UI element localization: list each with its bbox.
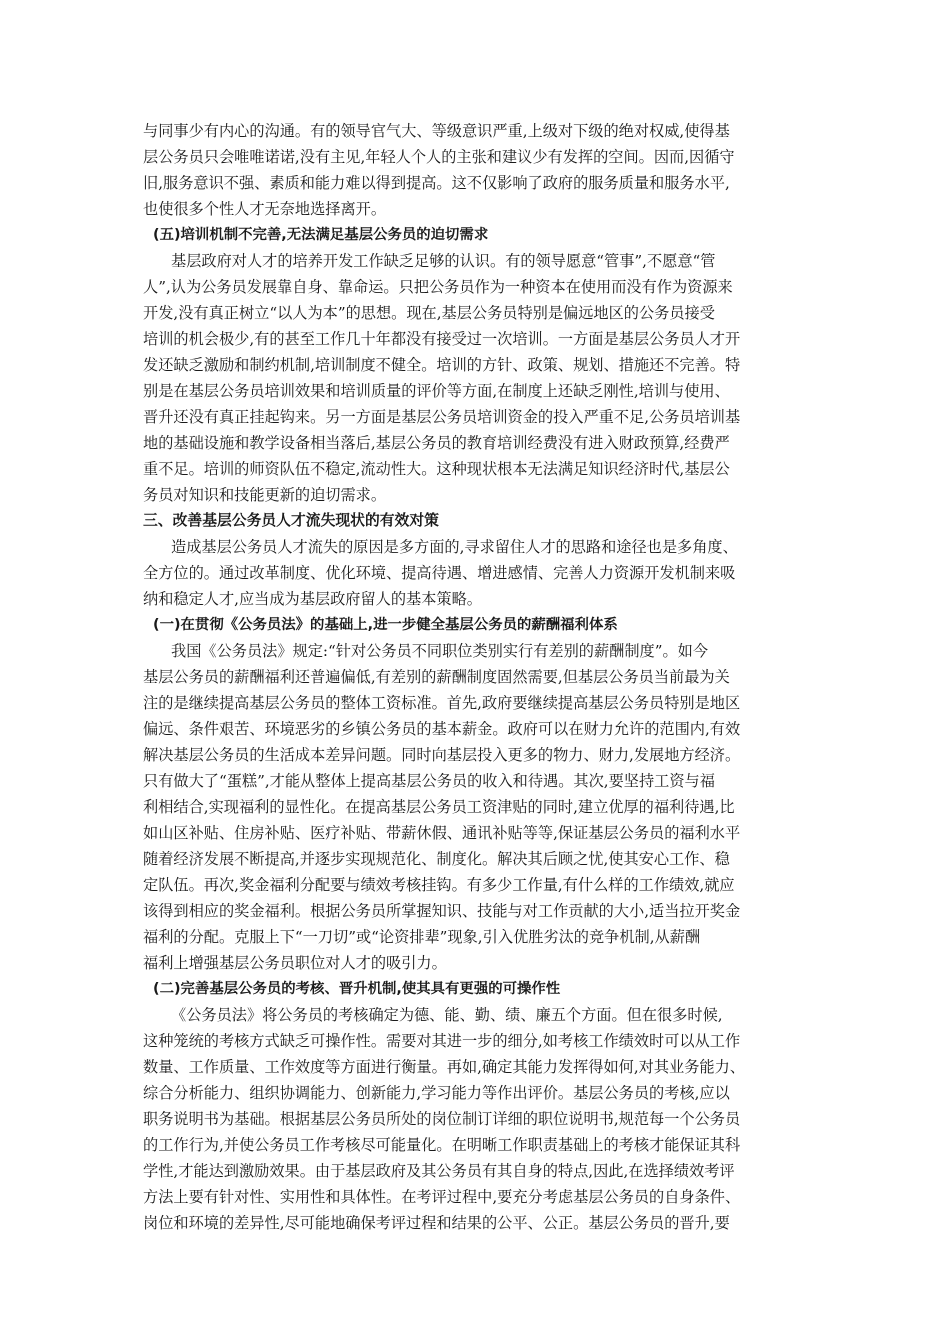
paragraph-start-line: 基层政府对人才的培养开发工作缺乏足够的认识。有的领导愿意“管事”,不愿意“管 — [171, 252, 716, 270]
text-line: 与同事少有内心的沟通。有的领导官气大、等级意识严重,上级对下级的绝对权威,使得基 — [143, 122, 730, 140]
text-line: 纳和稳定人才,应当成为基层政府留人的基本策略。 — [143, 590, 482, 608]
text-line: 别是在基层公务员培训效果和培训质量的评价等方面,在制度上还缺乏刚性,培训与使用、 — [143, 382, 730, 400]
text-line: 该得到相应的奖金福利。根据公务员所掌握知识、技能与对工作贡献的大小,适当拉开奖金 — [143, 902, 741, 920]
text-line: 利相结合,实现福利的显性化。在提高基层公务员工资津贴的同时,建立优厚的福利待遇,比 — [143, 798, 735, 816]
paragraph-start-line: 《公务员法》将公务员的考核确定为德、能、勤、绩、廉五个方面。但在很多时候, — [171, 1006, 723, 1024]
section-subheading: (一)在贯彻《公务员法》的基础上,进一步健全基层公务员的薪酬福利体系 — [153, 617, 618, 633]
text-line: 晋升还没有真正挂起钩来。另一方面是基层公务员培训资金的投入严重不足,公务员培训基 — [143, 408, 741, 426]
text-line: 旧,服务意识不强、素质和能力难以得到提高。这不仅影响了政府的服务质量和服务水平, — [143, 174, 730, 192]
text-line: 注的是继续提高基层公务员的整体工资标准。首先,政府要继续提高基层公务员特别是地区 — [143, 694, 741, 712]
text-line: 福利的分配。克服上下“一刀切”或“论资排辈”现象,引入优胜劣汰的竞争机制,从薪酬 — [143, 928, 701, 946]
section-subheading: (五)培训机制不完善,无法满足基层公务员的迫切需求 — [153, 227, 489, 243]
paragraph-start-line: 我国《公务员法》规定:“针对公务员不同职位类别实行有差别的薪酬制度”。如今 — [171, 642, 709, 660]
text-line: 偏远、条件艰苦、环境恶劣的乡镇公务员的基本薪金。政府可以在财力允许的范围内,有效 — [143, 720, 741, 738]
text-line: 如山区补贴、住房补贴、医疗补贴、带薪休假、通讯补贴等等,保证基层公务员的福利水平 — [143, 824, 741, 842]
text-line: 开发,没有真正树立“以人为本”的思想。现在,基层公务员特别是偏远地区的公务员接受 — [143, 304, 715, 322]
text-line: 福利上增强基层公务员职位对人才的吸引力。 — [143, 954, 447, 972]
text-line: 基层公务员的薪酬福利还普遍偏低,有差别的薪酬制度固然需要,但基层公务员当前最为关 — [143, 668, 730, 686]
text-line: 也使很多个性人才无奈地选择离开。 — [143, 200, 386, 218]
text-line: 数量、工作质量、工作效度等方面进行衡量。再如,确定其能力发挥得如何,对其业务能力、 — [143, 1058, 745, 1076]
text-line: 解决基层公务员的生活成本差异问题。同时向基层投入更多的物力、财力,发展地方经济。 — [143, 746, 741, 764]
text-line: 层公务员只会唯唯诺诺,没有主见,年轻人个人的主张和建议少有发挥的空间。因而,因循守 — [143, 148, 735, 166]
section-subheading: (二)完善基层公务员的考核、晋升机制,使其具有更强的可操作性 — [153, 981, 561, 997]
section-heading: 三、改善基层公务员人才流失现状的有效对策 — [143, 512, 439, 529]
text-line: 学性,才能达到激励效果。由于基层政府及其公务员有其自身的特点,因此,在选择绩效考评 — [143, 1162, 735, 1180]
text-line: 综合分析能力、组织协调能力、创新能力,学习能力等作出评价。基层公务员的考核,应以 — [143, 1084, 730, 1102]
document-body — [143, 118, 828, 1236]
text-line: 地的基础设施和教学设备相当落后,基层公务员的教育培训经费没有进入财政预算,经费严 — [143, 434, 730, 452]
text-line: 人”,认为公务员发展靠自身、靠命运。只把公务员作为一种资本在使用而没有作为资源来 — [143, 278, 733, 296]
text-line: 只有做大了“蛋糕”,才能从整体上提高基层公务员的收入和待遇。其次,要坚持工资与福 — [143, 772, 715, 790]
text-line: 务员对知识和技能更新的迫切需求。 — [143, 486, 386, 504]
text-line: 重不足。培训的师资队伍不稳定,流动性大。这种现状根本无法满足知识经济时代,基层公 — [143, 460, 730, 478]
paragraph-start-line: 造成基层公务员人才流失的原因是多方面的,寻求留住人才的思路和途径也是多角度、 — [171, 538, 738, 556]
text-line: 定队伍。再次,奖金福利分配要与绩效考核挂钩。有多少工作量,有什么样的工作绩效,就应 — [143, 876, 735, 894]
text-line: 发还缺乏激励和制约机制,培训制度不健全。培训的方针、政策、规划、措施还不完善。特 — [143, 356, 741, 374]
text-line: 方法上要有针对性、实用性和具体性。在考评过程中,要充分考虑基层公务员的自身条件、 — [143, 1188, 741, 1206]
text-line: 职务说明书为基础。根据基层公务员所处的岗位制订详细的职位说明书,规范每一个公务员 — [143, 1110, 741, 1128]
text-line: 随着经济发展不断提高,并逐步实现规范化、制度化。解决其后顾之忧,使其安心工作、稳 — [143, 850, 730, 868]
text-line: 岗位和环境的差异性,尽可能地确保考评过程和结果的公平、公正。基层公务员的晋升,要 — [143, 1214, 730, 1232]
text-line: 培训的机会极少,有的甚至工作几十年都没有接受过一次培训。一方面是基层公务员人才开 — [143, 330, 741, 348]
document-page — [143, 118, 828, 1236]
text-line: 的工作行为,并使公务员工作考核尽可能量化。在明晰工作职责基础上的考核才能保证其科 — [143, 1136, 741, 1154]
text-line: 这种笼统的考核方式缺乏可操作性。需要对其进一步的细分,如考核工作绩效时可以从工作 — [143, 1032, 741, 1050]
text-line: 全方位的。通过改革制度、优化环境、提高待遇、增进感情、完善人力资源开发机制来吸 — [143, 564, 736, 582]
